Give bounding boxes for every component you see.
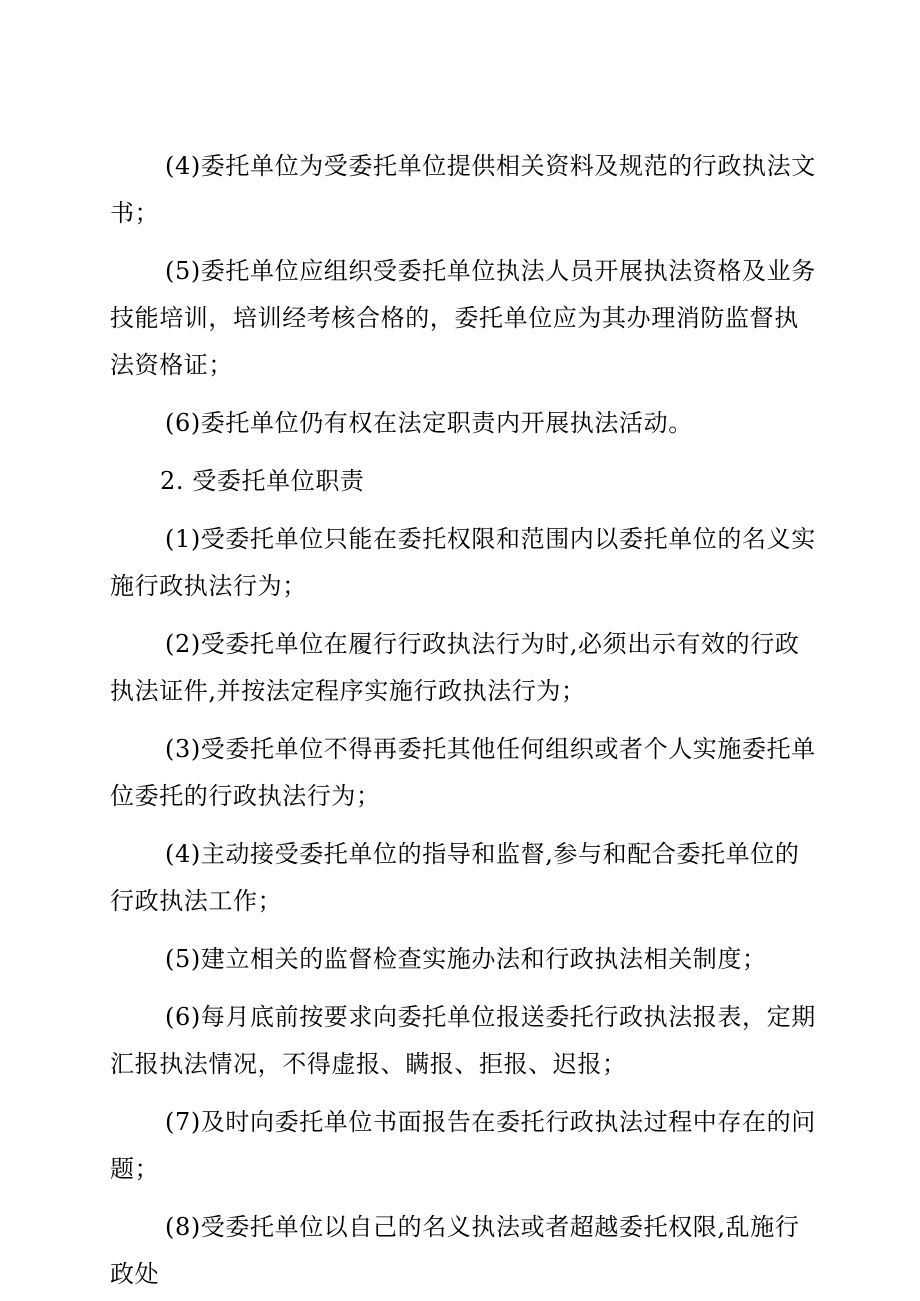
paragraph-delegatee-accept-supervision: (4)主动接受委托单位的指导和监督,参与和配合委托单位的行政执法工作； [110,840,800,915]
paragraph-delegatee-establish-rules: (5)建立相关的监督检查实施办法和行政执法相关制度； [165,945,767,973]
paragraph-delegatee-report-problems: (7)及时向委托单位书面报告在委托行政执法过程中存在的问题； [110,1108,816,1183]
paragraph-delegatee-scope: (1)受委托单位只能在委托权限和范围内以委托单位的名义实施行政执法行为； [110,525,816,600]
paragraph-delegatee-no-subdelegation: (3)受委托单位不得再委托其他任何组织或者个人实施委托单位委托的行政执法行为； [110,735,816,810]
paragraph-delegator-training: (5)委托单位应组织受委托单位执法人员开展执法资格及业务技能培训，培训经考核合格的，委托单位应为其办理消防监督执法资格证； [110,257,816,379]
paragraph-delegatee-show-credentials: (2)受委托单位在履行行政执法行为时,必须出示有效的行政执法证件,并按法定程序实施行政执法行为； [110,630,800,705]
section-heading-delegatee-duties: 2. 受委托单位职责 [160,467,365,495]
paragraph-delegator-retains-authority: (6)委托单位仍有权在法定职责内开展执法活动。 [165,409,693,437]
paragraph-delegatee-overreach: (8)受委托单位以自己的名义执法或者超越委托权限,乱施行政处 [110,1213,800,1288]
document-body [110,143,820,1298]
paragraph-delegator-provide-documents: (4)委托单位为受委托单位提供相关资料及规范的行政执法文书； [110,152,816,227]
paragraph-delegatee-monthly-report: (6)每月底前按要求向委托单位报送委托行政执法报表，定期汇报执法情况，不得虚报、瞒报、拒报、迟报； [110,1003,816,1078]
